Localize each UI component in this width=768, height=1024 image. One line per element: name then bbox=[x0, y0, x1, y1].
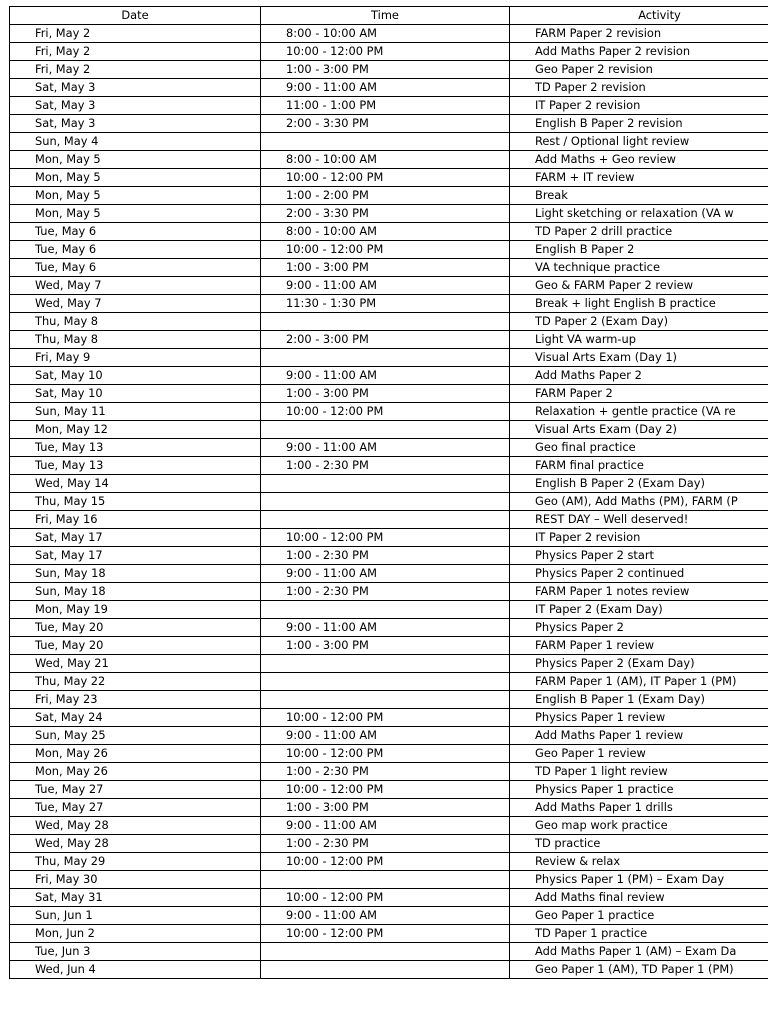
activity-cell: Break bbox=[510, 187, 768, 205]
activity-cell: Add Maths Paper 2 revision bbox=[510, 43, 768, 61]
schedule-header bbox=[10, 7, 768, 25]
table-row bbox=[10, 97, 768, 115]
table-row bbox=[10, 205, 768, 223]
table-row bbox=[10, 421, 768, 439]
table-row bbox=[10, 583, 768, 601]
activity-cell: Physics Paper 2 (Exam Day) bbox=[510, 655, 768, 673]
date-cell: Tue, May 20 bbox=[10, 619, 261, 637]
time-cell: 11:00 - 1:00 PM bbox=[261, 97, 510, 115]
date-cell: Wed, May 28 bbox=[10, 835, 261, 853]
activity-cell: TD Paper 1 practice bbox=[510, 925, 768, 943]
table-row bbox=[10, 673, 768, 691]
table-row bbox=[10, 907, 768, 925]
activity-cell: Break + light English B practice bbox=[510, 295, 768, 313]
time-cell bbox=[261, 511, 510, 529]
date-cell: Fri, May 2 bbox=[10, 61, 261, 79]
table-row bbox=[10, 115, 768, 133]
activity-cell: Geo Paper 1 practice bbox=[510, 907, 768, 925]
time-cell bbox=[261, 961, 510, 979]
activity-cell: Visual Arts Exam (Day 1) bbox=[510, 349, 768, 367]
activity-cell: FARM + IT review bbox=[510, 169, 768, 187]
table-row bbox=[10, 835, 768, 853]
header-date: Date bbox=[10, 7, 261, 25]
time-cell bbox=[261, 871, 510, 889]
time-cell: 1:00 - 3:00 PM bbox=[261, 637, 510, 655]
activity-cell: Add Maths final review bbox=[510, 889, 768, 907]
date-cell: Mon, May 19 bbox=[10, 601, 261, 619]
date-cell: Mon, May 5 bbox=[10, 169, 261, 187]
activity-cell: Physics Paper 1 review bbox=[510, 709, 768, 727]
date-cell: Wed, May 28 bbox=[10, 817, 261, 835]
table-row bbox=[10, 439, 768, 457]
activity-cell: Visual Arts Exam (Day 2) bbox=[510, 421, 768, 439]
table-row bbox=[10, 241, 768, 259]
table-row bbox=[10, 457, 768, 475]
activity-cell: Rest / Optional light review bbox=[510, 133, 768, 151]
table-row bbox=[10, 763, 768, 781]
date-cell: Sun, May 18 bbox=[10, 583, 261, 601]
time-cell: 1:00 - 2:30 PM bbox=[261, 583, 510, 601]
activity-cell: FARM Paper 2 revision bbox=[510, 25, 768, 43]
time-cell: 1:00 - 2:30 PM bbox=[261, 763, 510, 781]
activity-cell: English B Paper 2 revision bbox=[510, 115, 768, 133]
table-row bbox=[10, 961, 768, 979]
table-row bbox=[10, 367, 768, 385]
table-row bbox=[10, 853, 768, 871]
table-row bbox=[10, 511, 768, 529]
time-cell: 9:00 - 11:00 AM bbox=[261, 79, 510, 97]
activity-cell: Geo Paper 1 (AM), TD Paper 1 (PM) bbox=[510, 961, 768, 979]
activity-cell: Geo map work practice bbox=[510, 817, 768, 835]
time-cell: 1:00 - 3:00 PM bbox=[261, 259, 510, 277]
table-row bbox=[10, 385, 768, 403]
table-row bbox=[10, 43, 768, 61]
table-row bbox=[10, 817, 768, 835]
date-cell: Tue, May 6 bbox=[10, 259, 261, 277]
activity-cell: FARM Paper 1 (AM), IT Paper 1 (PM) bbox=[510, 673, 768, 691]
date-cell: Tue, Jun 3 bbox=[10, 943, 261, 961]
table-row bbox=[10, 799, 768, 817]
table-row bbox=[10, 313, 768, 331]
time-cell: 2:00 - 3:30 PM bbox=[261, 205, 510, 223]
activity-cell: TD Paper 2 drill practice bbox=[510, 223, 768, 241]
time-cell: 1:00 - 3:00 PM bbox=[261, 799, 510, 817]
table-row bbox=[10, 133, 768, 151]
date-cell: Mon, Jun 2 bbox=[10, 925, 261, 943]
time-cell: 10:00 - 12:00 PM bbox=[261, 925, 510, 943]
date-cell: Wed, May 21 bbox=[10, 655, 261, 673]
time-cell: 9:00 - 11:00 AM bbox=[261, 727, 510, 745]
activity-cell: Light sketching or relaxation (VA w bbox=[510, 205, 768, 223]
time-cell: 1:00 - 3:00 PM bbox=[261, 385, 510, 403]
table-row bbox=[10, 727, 768, 745]
date-cell: Wed, Jun 4 bbox=[10, 961, 261, 979]
activity-cell: Light VA warm-up bbox=[510, 331, 768, 349]
activity-cell: Geo Paper 1 review bbox=[510, 745, 768, 763]
date-cell: Fri, May 30 bbox=[10, 871, 261, 889]
date-cell: Sun, May 11 bbox=[10, 403, 261, 421]
activity-cell: FARM Paper 2 bbox=[510, 385, 768, 403]
date-cell: Fri, May 9 bbox=[10, 349, 261, 367]
schedule-body bbox=[10, 25, 768, 979]
date-cell: Fri, May 2 bbox=[10, 25, 261, 43]
time-cell: 8:00 - 10:00 AM bbox=[261, 223, 510, 241]
time-cell: 1:00 - 3:00 PM bbox=[261, 61, 510, 79]
date-cell: Tue, May 13 bbox=[10, 457, 261, 475]
activity-cell: Add Maths Paper 1 review bbox=[510, 727, 768, 745]
table-row bbox=[10, 637, 768, 655]
activity-cell: Physics Paper 2 bbox=[510, 619, 768, 637]
time-cell bbox=[261, 601, 510, 619]
table-row bbox=[10, 619, 768, 637]
table-row bbox=[10, 349, 768, 367]
date-cell: Mon, May 12 bbox=[10, 421, 261, 439]
date-cell: Fri, May 23 bbox=[10, 691, 261, 709]
activity-cell: Review & relax bbox=[510, 853, 768, 871]
date-cell: Thu, May 8 bbox=[10, 331, 261, 349]
date-cell: Wed, May 7 bbox=[10, 277, 261, 295]
activity-cell: English B Paper 2 (Exam Day) bbox=[510, 475, 768, 493]
date-cell: Sat, May 3 bbox=[10, 97, 261, 115]
table-row bbox=[10, 151, 768, 169]
time-cell bbox=[261, 475, 510, 493]
date-cell: Sat, May 24 bbox=[10, 709, 261, 727]
activity-cell: FARM Paper 1 notes review bbox=[510, 583, 768, 601]
date-cell: Thu, May 8 bbox=[10, 313, 261, 331]
date-cell: Tue, May 27 bbox=[10, 799, 261, 817]
time-cell: 9:00 - 11:00 AM bbox=[261, 907, 510, 925]
date-cell: Thu, May 22 bbox=[10, 673, 261, 691]
time-cell bbox=[261, 421, 510, 439]
date-cell: Sun, May 4 bbox=[10, 133, 261, 151]
table-row bbox=[10, 691, 768, 709]
activity-cell: Add Maths Paper 2 bbox=[510, 367, 768, 385]
table-row bbox=[10, 655, 768, 673]
time-cell bbox=[261, 673, 510, 691]
time-cell: 9:00 - 11:00 AM bbox=[261, 439, 510, 457]
date-cell: Tue, May 6 bbox=[10, 223, 261, 241]
date-cell: Sun, Jun 1 bbox=[10, 907, 261, 925]
date-cell: Sun, May 25 bbox=[10, 727, 261, 745]
time-cell: 8:00 - 10:00 AM bbox=[261, 151, 510, 169]
date-cell: Mon, May 5 bbox=[10, 151, 261, 169]
time-cell: 10:00 - 12:00 PM bbox=[261, 43, 510, 61]
table-row bbox=[10, 169, 768, 187]
activity-cell: IT Paper 2 revision bbox=[510, 97, 768, 115]
table-row bbox=[10, 277, 768, 295]
activity-cell: TD practice bbox=[510, 835, 768, 853]
time-cell: 10:00 - 12:00 PM bbox=[261, 529, 510, 547]
date-cell: Sat, May 17 bbox=[10, 547, 261, 565]
time-cell bbox=[261, 655, 510, 673]
date-cell: Sat, May 3 bbox=[10, 115, 261, 133]
date-cell: Wed, May 7 bbox=[10, 295, 261, 313]
table-row bbox=[10, 79, 768, 97]
activity-cell: REST DAY – Well deserved! bbox=[510, 511, 768, 529]
time-cell: 1:00 - 2:30 PM bbox=[261, 547, 510, 565]
time-cell: 2:00 - 3:00 PM bbox=[261, 331, 510, 349]
date-cell: Tue, May 13 bbox=[10, 439, 261, 457]
activity-cell: IT Paper 2 (Exam Day) bbox=[510, 601, 768, 619]
activity-cell: Add Maths + Geo review bbox=[510, 151, 768, 169]
time-cell: 1:00 - 2:30 PM bbox=[261, 835, 510, 853]
table-row bbox=[10, 889, 768, 907]
table-row bbox=[10, 871, 768, 889]
activity-cell: Add Maths Paper 1 drills bbox=[510, 799, 768, 817]
activity-cell: Physics Paper 2 continued bbox=[510, 565, 768, 583]
table-row bbox=[10, 493, 768, 511]
date-cell: Wed, May 14 bbox=[10, 475, 261, 493]
date-cell: Tue, May 20 bbox=[10, 637, 261, 655]
activity-cell: Geo (AM), Add Maths (PM), FARM (P bbox=[510, 493, 768, 511]
header-activity: Activity bbox=[510, 7, 768, 25]
activity-cell: Geo Paper 2 revision bbox=[510, 61, 768, 79]
activity-cell: English B Paper 2 bbox=[510, 241, 768, 259]
table-row bbox=[10, 547, 768, 565]
table-row bbox=[10, 187, 768, 205]
date-cell: Mon, May 5 bbox=[10, 187, 261, 205]
time-cell: 10:00 - 12:00 PM bbox=[261, 745, 510, 763]
time-cell: 1:00 - 2:00 PM bbox=[261, 187, 510, 205]
activity-cell: Physics Paper 2 start bbox=[510, 547, 768, 565]
date-cell: Sat, May 3 bbox=[10, 79, 261, 97]
table-row bbox=[10, 565, 768, 583]
time-cell: 1:00 - 2:30 PM bbox=[261, 457, 510, 475]
date-cell: Mon, May 26 bbox=[10, 763, 261, 781]
table-row bbox=[10, 25, 768, 43]
time-cell bbox=[261, 313, 510, 331]
header-row bbox=[10, 7, 768, 25]
date-cell: Sun, May 18 bbox=[10, 565, 261, 583]
activity-cell: Geo final practice bbox=[510, 439, 768, 457]
time-cell bbox=[261, 133, 510, 151]
table-row bbox=[10, 925, 768, 943]
date-cell: Tue, May 6 bbox=[10, 241, 261, 259]
table-row bbox=[10, 61, 768, 79]
date-cell: Fri, May 2 bbox=[10, 43, 261, 61]
date-cell: Thu, May 29 bbox=[10, 853, 261, 871]
activity-cell: Physics Paper 1 practice bbox=[510, 781, 768, 799]
table-row bbox=[10, 475, 768, 493]
time-cell: 10:00 - 12:00 PM bbox=[261, 709, 510, 727]
table-row bbox=[10, 403, 768, 421]
date-cell: Sat, May 10 bbox=[10, 367, 261, 385]
table-row bbox=[10, 259, 768, 277]
date-cell: Sat, May 17 bbox=[10, 529, 261, 547]
activity-cell: Physics Paper 1 (PM) – Exam Day bbox=[510, 871, 768, 889]
table-row bbox=[10, 529, 768, 547]
table-row bbox=[10, 601, 768, 619]
time-cell bbox=[261, 691, 510, 709]
header-time: Time bbox=[261, 7, 510, 25]
time-cell: 8:00 - 10:00 AM bbox=[261, 25, 510, 43]
time-cell bbox=[261, 349, 510, 367]
time-cell: 10:00 - 12:00 PM bbox=[261, 889, 510, 907]
time-cell: 2:00 - 3:30 PM bbox=[261, 115, 510, 133]
table-row bbox=[10, 223, 768, 241]
table-row bbox=[10, 943, 768, 961]
activity-cell: TD Paper 2 (Exam Day) bbox=[510, 313, 768, 331]
date-cell: Sat, May 31 bbox=[10, 889, 261, 907]
activity-cell: TD Paper 2 revision bbox=[510, 79, 768, 97]
activity-cell: English B Paper 1 (Exam Day) bbox=[510, 691, 768, 709]
table-row bbox=[10, 745, 768, 763]
time-cell bbox=[261, 493, 510, 511]
time-cell: 9:00 - 11:00 AM bbox=[261, 817, 510, 835]
date-cell: Mon, May 5 bbox=[10, 205, 261, 223]
time-cell: 10:00 - 12:00 PM bbox=[261, 169, 510, 187]
date-cell: Tue, May 27 bbox=[10, 781, 261, 799]
activity-cell: TD Paper 1 light review bbox=[510, 763, 768, 781]
activity-cell: IT Paper 2 revision bbox=[510, 529, 768, 547]
time-cell: 10:00 - 12:00 PM bbox=[261, 853, 510, 871]
time-cell: 9:00 - 11:00 AM bbox=[261, 277, 510, 295]
activity-cell: VA technique practice bbox=[510, 259, 768, 277]
time-cell: 9:00 - 11:00 AM bbox=[261, 367, 510, 385]
date-cell: Mon, May 26 bbox=[10, 745, 261, 763]
table-row bbox=[10, 709, 768, 727]
time-cell: 11:30 - 1:30 PM bbox=[261, 295, 510, 313]
time-cell: 10:00 - 12:00 PM bbox=[261, 403, 510, 421]
activity-cell: FARM Paper 1 review bbox=[510, 637, 768, 655]
date-cell: Sat, May 10 bbox=[10, 385, 261, 403]
table-row bbox=[10, 331, 768, 349]
table-row bbox=[10, 295, 768, 313]
date-cell: Thu, May 15 bbox=[10, 493, 261, 511]
time-cell: 9:00 - 11:00 AM bbox=[261, 565, 510, 583]
activity-cell: FARM final practice bbox=[510, 457, 768, 475]
table-row bbox=[10, 781, 768, 799]
date-cell: Fri, May 16 bbox=[10, 511, 261, 529]
time-cell: 10:00 - 12:00 PM bbox=[261, 241, 510, 259]
activity-cell: Add Maths Paper 1 (AM) – Exam Da bbox=[510, 943, 768, 961]
schedule-table bbox=[9, 6, 768, 979]
time-cell: 10:00 - 12:00 PM bbox=[261, 781, 510, 799]
time-cell bbox=[261, 943, 510, 961]
activity-cell: Relaxation + gentle practice (VA re bbox=[510, 403, 768, 421]
time-cell: 9:00 - 11:00 AM bbox=[261, 619, 510, 637]
activity-cell: Geo & FARM Paper 2 review bbox=[510, 277, 768, 295]
